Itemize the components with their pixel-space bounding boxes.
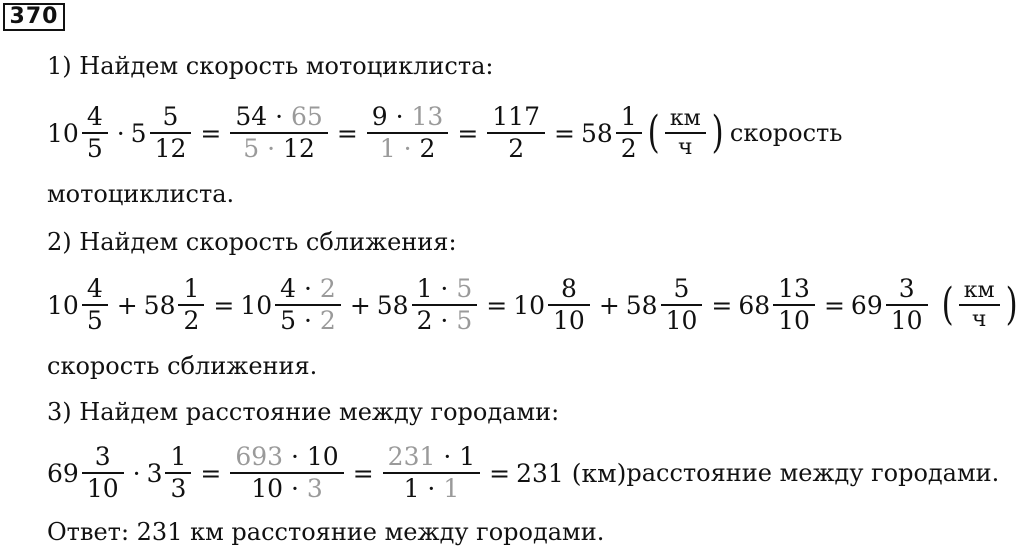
denominator: 10 — [890, 306, 923, 335]
numerator: 1 — [620, 102, 637, 131]
step1-continuation: мотоциклиста. — [47, 180, 235, 208]
fraction — [383, 442, 480, 504]
equals-sign: = — [457, 118, 479, 148]
step2-continuation: скорость сближения. — [47, 352, 318, 380]
right-paren: ) — [711, 107, 724, 158]
equals-sign: = — [554, 118, 575, 148]
plus-sign: + — [598, 290, 620, 320]
denominator: 10 — [665, 306, 698, 335]
numerator: 5 — [162, 102, 179, 131]
whole-number: 10 — [240, 290, 273, 320]
step2-title: 2) Найдем скорость сближения: — [47, 228, 457, 256]
equals-sign: = — [200, 458, 222, 488]
numerator: 1 · 5 — [416, 274, 473, 303]
fraction — [773, 274, 815, 336]
whole-number: 10 — [513, 290, 545, 320]
plus-sign: + — [349, 290, 371, 320]
fraction — [275, 274, 341, 336]
trailing-text: скорость — [729, 119, 843, 147]
step1-title: 1) Найдем скорость мотоциклиста: — [47, 52, 494, 80]
fraction — [661, 274, 703, 336]
denominator: 10 — [778, 306, 810, 335]
trailing-text: расстояние между городами. — [626, 459, 1000, 487]
right-paren: ) — [1005, 279, 1018, 330]
equals-sign: = — [200, 118, 222, 148]
multiply-sign: · — [116, 118, 125, 148]
result-value: 231 (км) — [516, 458, 627, 488]
whole-number: 69 — [47, 458, 79, 488]
numerator: 9 · 13 — [371, 102, 444, 131]
whole-number: 69 — [850, 290, 883, 320]
plus-sign: + — [116, 290, 138, 320]
fraction — [886, 274, 928, 336]
equals-sign: = — [486, 290, 508, 320]
fraction — [548, 274, 590, 336]
numerator: 8 — [560, 274, 577, 303]
numerator: 1 — [183, 274, 200, 303]
equals-sign: = — [213, 290, 235, 320]
unit-numerator: км — [963, 278, 995, 303]
step2-equation — [47, 272, 1020, 338]
fraction — [367, 102, 449, 164]
whole-number: 58 — [580, 118, 613, 148]
numerator: 3 — [94, 442, 111, 471]
equals-sign: = — [352, 458, 374, 488]
fraction — [412, 274, 478, 336]
problem-number: 370 — [3, 3, 65, 31]
fraction — [82, 442, 124, 504]
equals-sign: = — [489, 458, 511, 488]
unit-denominator: ч — [678, 135, 693, 160]
equals-sign: = — [336, 118, 358, 148]
denominator: 12 — [154, 134, 187, 163]
denominator: 5 — [86, 306, 103, 335]
denominator: 10 · 3 — [251, 474, 323, 503]
step3-equation — [47, 440, 999, 506]
whole-number: 10 — [47, 290, 79, 320]
fraction — [165, 442, 191, 504]
denominator: 10 — [553, 306, 585, 335]
whole-number: 58 — [625, 290, 658, 320]
multiply-sign: · — [132, 458, 141, 488]
unit-denominator: ч — [971, 307, 987, 332]
whole-number: 5 — [130, 118, 147, 148]
numerator: 231 · 1 — [387, 442, 476, 471]
whole-number: 58 — [376, 290, 409, 320]
fraction — [82, 102, 108, 164]
numerator: 3 — [898, 274, 915, 303]
answer-line: Ответ: 231 км расстояние между городами. — [47, 518, 605, 546]
whole-number: 3 — [146, 458, 163, 488]
fraction — [487, 102, 545, 164]
unit-fraction — [665, 105, 706, 161]
denominator: 3 — [170, 474, 187, 503]
fraction — [150, 102, 192, 164]
equals-sign: = — [823, 290, 845, 320]
numerator: 1 — [170, 442, 187, 471]
denominator: 1 · 1 — [403, 474, 460, 503]
denominator: 5 · 2 — [280, 306, 336, 335]
fraction — [178, 274, 204, 336]
whole-number: 10 — [47, 118, 79, 148]
whole-number: 68 — [738, 290, 771, 320]
fraction — [82, 274, 108, 336]
numerator: 4 — [86, 274, 103, 303]
numerator: 5 — [673, 274, 690, 303]
numerator: 4 — [86, 102, 103, 131]
denominator: 5 — [86, 134, 103, 163]
numerator: 54 · 65 — [235, 102, 323, 131]
denominator: 2 — [183, 306, 200, 335]
denominator: 2 — [508, 134, 525, 163]
denominator: 2 · 5 — [416, 306, 473, 335]
unit-fraction — [959, 277, 1000, 333]
whole-number: 58 — [143, 290, 176, 320]
denominator: 5 · 12 — [243, 134, 315, 163]
denominator: 1 · 2 — [379, 134, 436, 163]
numerator: 693 · 10 — [235, 442, 339, 471]
step3-title: 3) Найдем расстояние между городами: — [47, 398, 560, 426]
equals-sign: = — [711, 290, 733, 320]
denominator: 2 — [620, 134, 637, 163]
fraction — [230, 102, 327, 164]
numerator: 117 — [492, 102, 540, 131]
step1-equation — [47, 100, 842, 166]
numerator: 4 · 2 — [280, 274, 336, 303]
fraction — [230, 442, 343, 504]
unit-numerator: км — [669, 106, 701, 131]
numerator: 13 — [778, 274, 810, 303]
left-paren: ( — [941, 279, 954, 330]
left-paren: ( — [647, 107, 660, 158]
fraction — [616, 102, 642, 164]
denominator: 10 — [86, 474, 119, 503]
